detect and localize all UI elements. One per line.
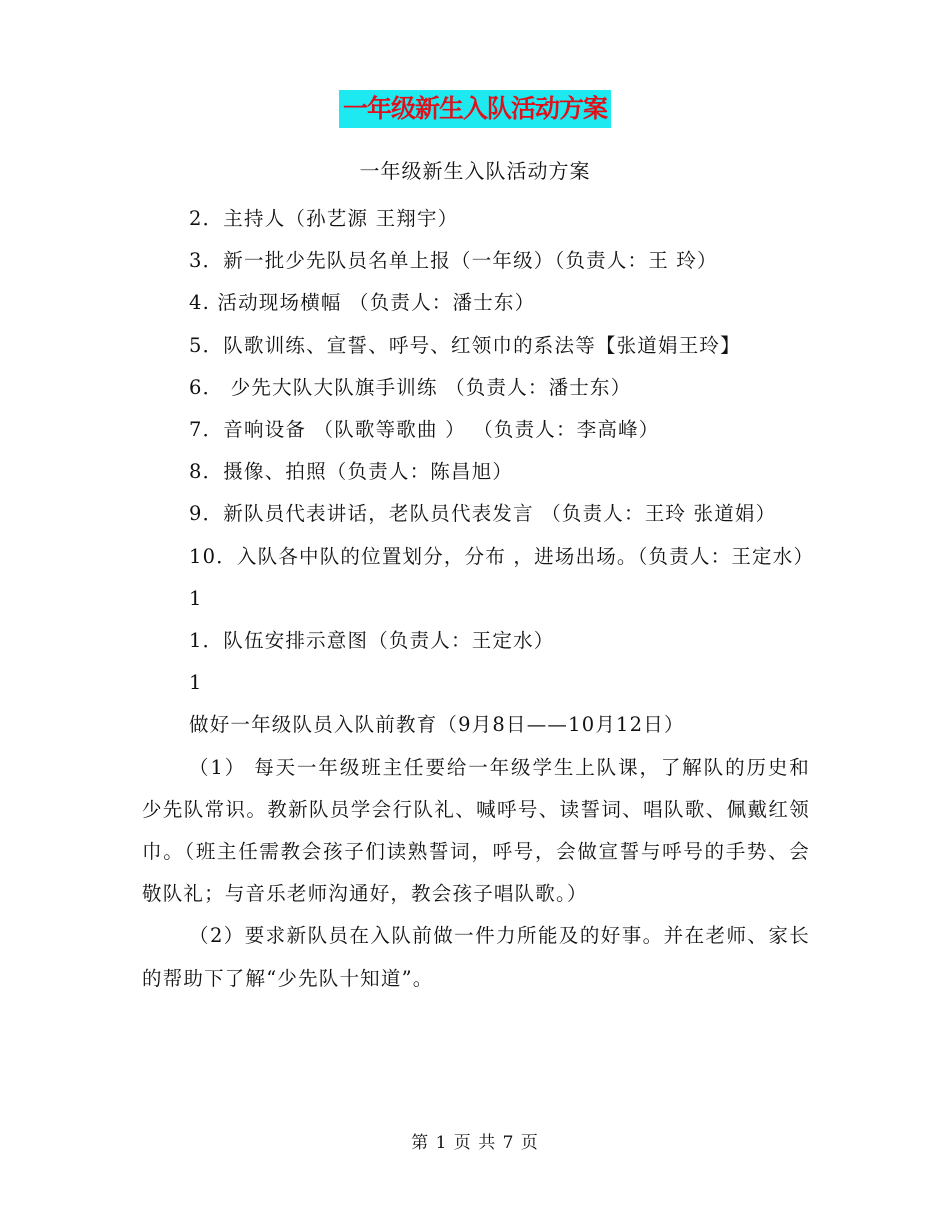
title-banner-wrapper bbox=[0, 90, 950, 128]
page-footer: 第 1 页 共 7 页 bbox=[411, 1133, 539, 1153]
item-speeches: 9．新队员代表讲话，老队员代表发言 （负责人：王玲 张道娟） bbox=[189, 502, 777, 526]
paragraph-1: （1） 每天一年级班主任要给一年级学生上队课，了解队的历史和少先队常识。教新队员学会行队礼、喊呼号、读誓词、唱队歌、佩戴红领巾。（班主任需教会孩子们读熟誓词，呼号，会做宣誓与呼号的手势、会敬队礼；与音乐老师沟通好，教会孩子唱队歌。） bbox=[142, 755, 810, 906]
item-host: 2．主持人（孙艺源 王翔宇） bbox=[189, 207, 459, 230]
item-number: 1 bbox=[189, 671, 203, 695]
item-number: 1 bbox=[189, 586, 203, 610]
document-body bbox=[142, 198, 815, 1000]
item-audio: 7．音响设备 （队歌等歌曲 ） （负责人：李高峰） bbox=[189, 418, 660, 442]
item-photography: 8．摄像、拍照（负责人：陈昌旭） bbox=[189, 460, 514, 484]
section-heading: 做好一年级队员入队前教育（9月8日——10月12日） bbox=[189, 713, 685, 737]
document-title-banner: 一年级新生入队活动方案 bbox=[339, 90, 611, 128]
item-banner: 4. 活动现场横幅 （负责人：潘士东） bbox=[189, 291, 536, 315]
item-training: 5．队歌训练、宣誓、呼号、红领巾的系法等【张道娟王玲】 bbox=[189, 333, 741, 357]
paragraph-2: （2）要求新队员在入队前做一件力所能及的好事。并在老师、家长的帮助下了解“少先队十知道”。 bbox=[142, 924, 810, 990]
item-member-list: 3．新一批少先队员名单上报（一年级）（负责人：王 玲） bbox=[189, 249, 718, 273]
document-subtitle: 一年级新生入队活动方案 bbox=[359, 159, 591, 183]
item-positions: 10．入队各中队的位置划分，分布 ，进场出场。（负责人：王定水） bbox=[189, 544, 815, 568]
item-flag-bearer: 6． 少先大队大队旗手训练 （负责人：潘士东） bbox=[189, 375, 632, 399]
item-formation: 1．队伍安排示意图（负责人：王定水） bbox=[189, 629, 555, 653]
